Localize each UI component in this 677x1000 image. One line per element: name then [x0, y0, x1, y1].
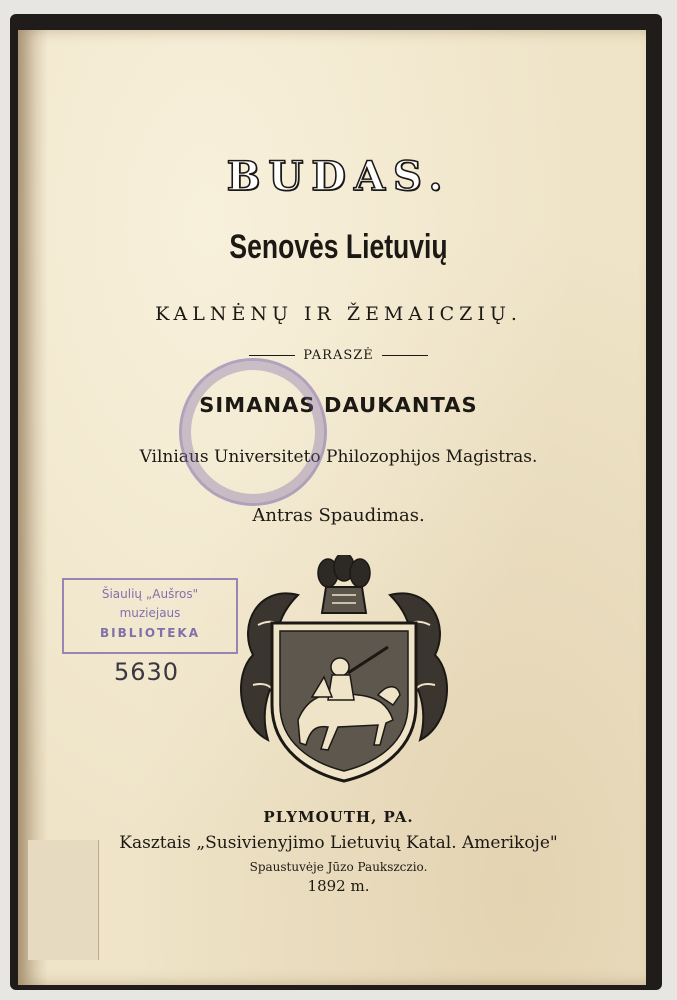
stamp-line-2: muziejaus — [119, 606, 181, 620]
helmet — [322, 587, 366, 613]
byline-rule-right — [382, 355, 428, 356]
author-name: SIMANAS DAUKANTAS — [199, 393, 478, 417]
coat-of-arms-emblem — [228, 555, 460, 787]
subtitle-regions: KALNĖNŲ IR ŽEMAICZIŲ. — [155, 303, 522, 325]
edition-note: Antras Spaudimas. — [252, 505, 425, 526]
byline-rule-left — [249, 355, 295, 356]
round-library-stamp — [179, 358, 327, 506]
book-subtitle: Senovės Lietuvių — [229, 228, 448, 266]
library-stamp — [62, 578, 238, 654]
book-title: BUDAS. — [226, 153, 451, 200]
publication-year: 1892 m. — [307, 877, 370, 895]
printer-line: Spaustuvėje Jūzo Paukszczio. — [249, 860, 428, 874]
byline-row — [0, 348, 677, 363]
publication-city: PLYMOUTH, PA. — [263, 808, 414, 826]
torn-page-corner — [28, 840, 99, 960]
author-degree: Vilniaus Universiteto Philozophijos Magistras. — [139, 447, 538, 467]
handwritten-catalog-number: 5630 — [114, 658, 180, 686]
crest-feathers — [318, 555, 370, 587]
byline-label: PARASZĖ — [303, 348, 374, 363]
publisher-line: Kasztais „Susivienyjimo Lietuvių Katal. Amerikoje" — [119, 833, 558, 853]
stamp-line-3: BIBLIOTEKA — [99, 626, 201, 640]
stamp-line-1: Šiaulių „Aušros" — [101, 587, 199, 601]
